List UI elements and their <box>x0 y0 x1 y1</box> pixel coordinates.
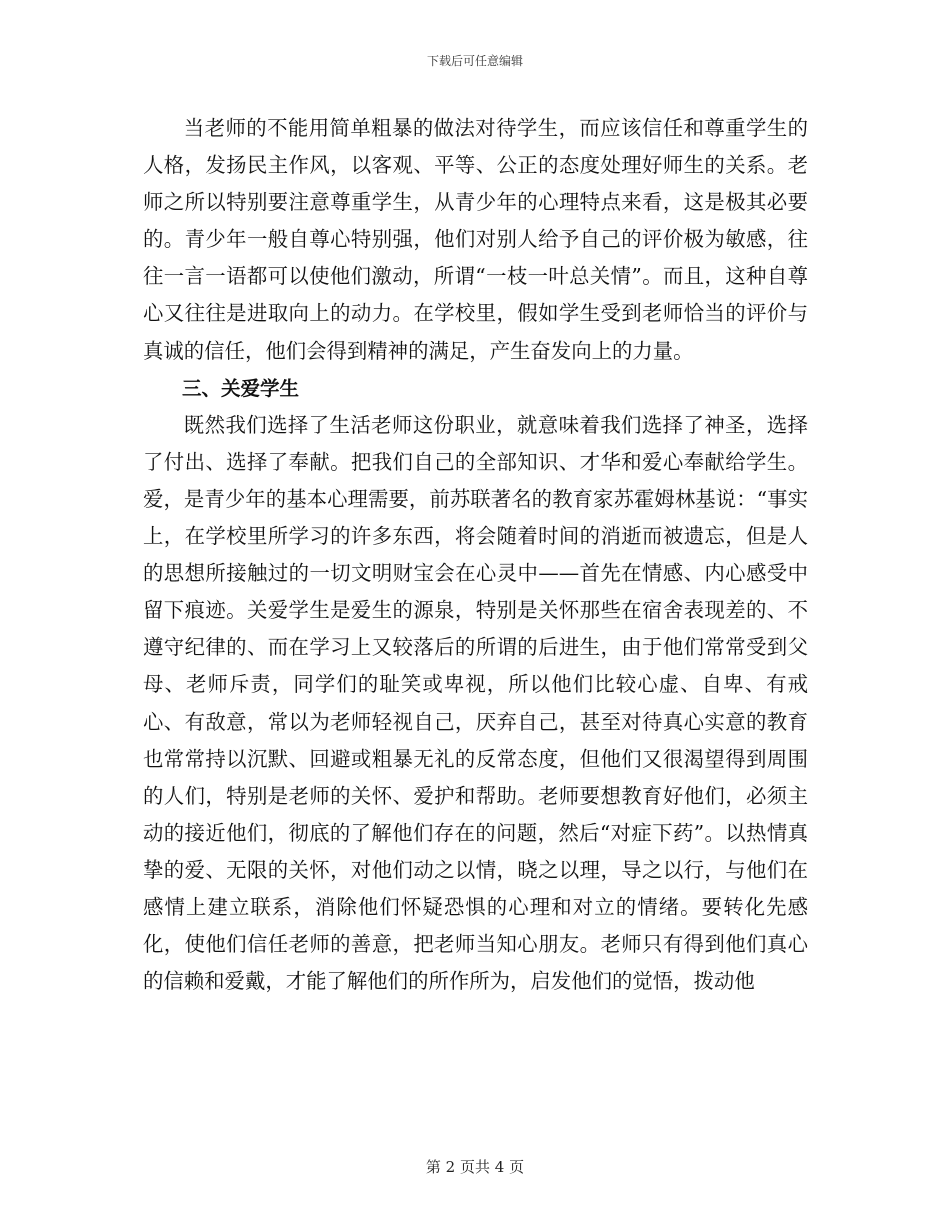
page-number: 第 2 页共 4 页 <box>425 1158 525 1176</box>
paragraph-respect-students: 当老师的不能用简单粗暴的做法对待学生，而应该信任和尊重学生的人格，发扬民主作风，以客观、平等、公正的态度处理好师生的关系。老师之所以特别要注意尊重学生，从青少年的心理特点来看，这是极其必要的。青少年一般自尊心特别强，他们对别人给予自己的评价极为敏感，往往一言一语都可以使他们激动，所谓“一枝一叶总关情”。而且，这种自尊心又往往是进取向上的动力。在学校里，假如学生受到老师恰当的评价与真诚的信任，他们会得到精神的满足，产生奋发向上的力量。 <box>143 116 808 363</box>
page-header: 下载后可任意编辑 <box>426 54 523 68</box>
document-body <box>143 110 808 1000</box>
section-heading-care-for-students: 三、关爱学生 <box>182 376 300 400</box>
paragraph-care-for-students: 既然我们选择了生活老师这份职业，就意味着我们选择了神圣，选择了付出、选择了奉献。把我们自己的全部知识、才华和爱心奉献给学生。爱，是青少年的基本心理需要，前苏联著名的教育家苏霍姆林基说：“事实上，在学校里所学习的许多东西，将会随着时间的消逝而被遗忘，但是人的思想所接触过的一切文明财宝会在心灵中——首先在情感、内心感受中留下痕迹。关爱学生是爱生的源泉，特别是关怀那些在宿舍表现差的、不遵守纪律的、而在学习上又较落后的所谓的后进生，由于他们常常受到父母、老师斥责，同学们的耻笑或卑视，所以他们比较心虚、自卑、有戒心、有敌意，常以为老师轻视自己，厌弃自己，甚至对待真心实意的教育也常常持以沉默、回避或粗暴无礼的反常态度，但他们又很渴望得到周围的人们，特别是老师的关怀、爱护和帮助。老师要想教育好他们，必须主动的接近他们，彻底的了解他们存在的问题，然后“对症下药”。以热情真挚的爱、无限的关怀，对他们动之以情，晓之以理，导之以行，与他们在感情上建立联系，消除他们怀疑恐惧的心理和对立的情绪。要转化先感化，使他们信任老师的善意，把老师当知心朋友。老师只有得到他们真心的信赖和爱戴，才能了解他们的所作所为，启发他们的觉悟，拨动他 <box>143 412 808 994</box>
